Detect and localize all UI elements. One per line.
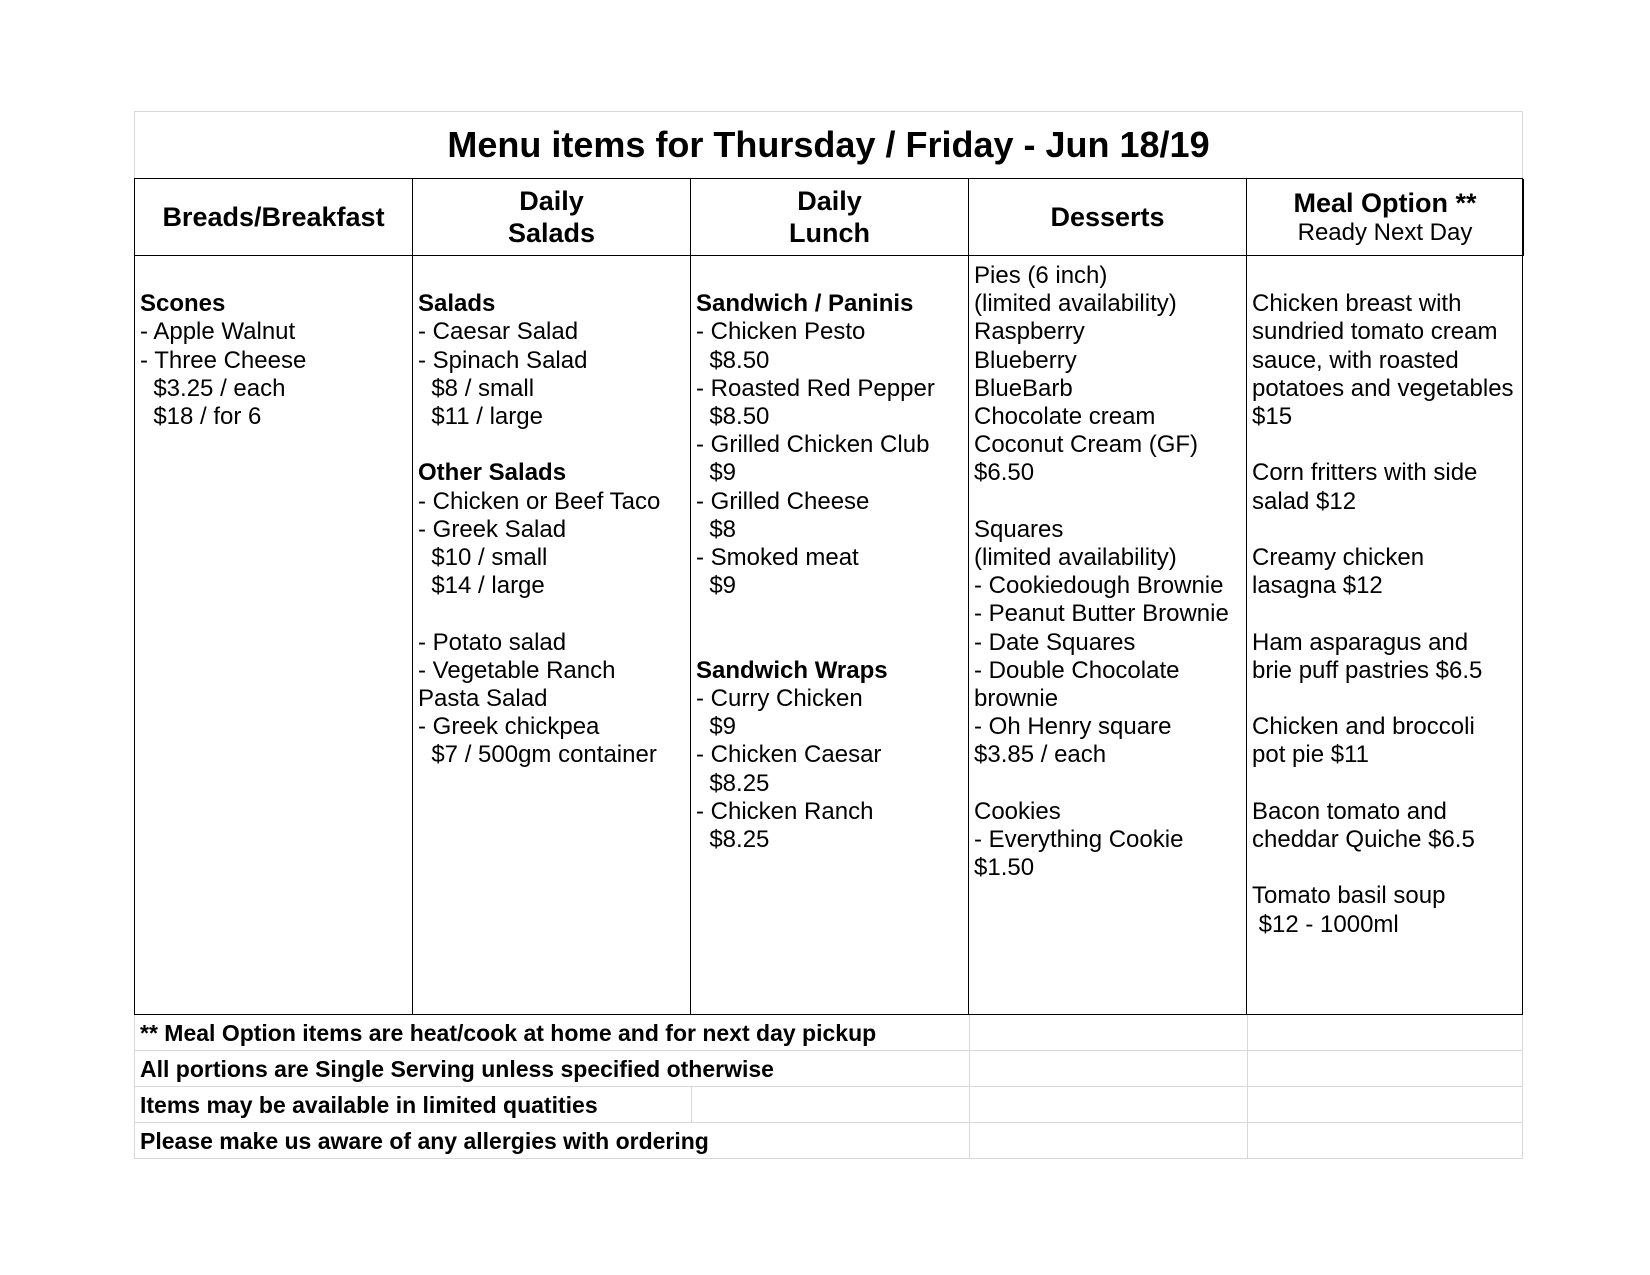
blank-line (1252, 685, 1519, 713)
menu-line: cheddar Quiche $6.5 (1252, 825, 1475, 853)
note-row (135, 1087, 1522, 1123)
menu-line: Tomato basil soup (1252, 882, 1446, 910)
menu-line: $8 (696, 515, 737, 543)
header-breads-label: Breads/Breakfast (162, 202, 385, 232)
menu-line: BlueBarb (974, 374, 1073, 402)
menu-line: Squares (974, 515, 1064, 543)
blank-line (1252, 854, 1519, 882)
menu-line: lasagna $12 (1252, 572, 1383, 600)
header-meal-line1: Meal Option ** (1293, 188, 1477, 218)
menu-line: - Grilled Cheese (696, 487, 870, 515)
header-lunch (691, 179, 969, 256)
blank-line (140, 262, 407, 290)
menu-table (134, 178, 1523, 1015)
menu-line: - Everything Cookie (974, 826, 1184, 854)
menu-line: Blueberry (974, 346, 1077, 374)
blank-line (1252, 431, 1519, 459)
menu-line: Pasta Salad (418, 685, 548, 712)
menu-line: $9 (696, 713, 737, 741)
menu-line: Raspberry (974, 318, 1085, 346)
empty-cell (691, 1087, 969, 1123)
menu-line: - Chicken Ranch (696, 797, 874, 825)
note-allergies: Please make us aware of any allergies with ordering (140, 1128, 709, 1154)
note-row (135, 1123, 1522, 1159)
menu-line: - Chicken Caesar (696, 741, 882, 769)
menu-line: $10 / small (418, 544, 548, 571)
empty-cell (1247, 1087, 1524, 1123)
menu-line: $14 / large (418, 572, 545, 600)
note-row (135, 1051, 1522, 1087)
menu-sheet (134, 111, 1523, 1159)
menu-line: - Greek Salad (418, 515, 567, 543)
menu-line: potatoes and vegetables (1252, 374, 1514, 402)
blank-line (974, 770, 1241, 798)
menu-line: $3.85 / each (974, 741, 1107, 769)
menu-line: $8.25 (696, 826, 770, 854)
menu-line: - Smoked meat (696, 544, 859, 572)
menu-line: Creamy chicken (1252, 543, 1425, 571)
menu-line: (limited availability) (974, 544, 1177, 572)
menu-line: - Spinach Salad (418, 346, 588, 374)
blank-line (1252, 262, 1519, 290)
menu-line: Coconut Cream (GF) (974, 431, 1199, 459)
note-portions: All portions are Single Serving unless specified otherwise (140, 1056, 774, 1082)
blank-line (696, 600, 963, 628)
header-salads-line2: Salads (507, 218, 596, 248)
menu-line: brownie (974, 685, 1059, 713)
menu-line: $18 / for 6 (140, 403, 262, 430)
menu-line: - Date Squares (974, 628, 1136, 656)
header-lunch-line2: Lunch (789, 218, 870, 248)
blank-line (418, 600, 685, 628)
empty-cell (1247, 1015, 1524, 1051)
menu-line: Corn fritters with side (1252, 459, 1478, 487)
header-desserts-label: Desserts (1050, 202, 1165, 232)
menu-line: $12 - 1000ml (1252, 910, 1399, 938)
section-heading: Other Salads (418, 459, 567, 487)
empty-cell (1247, 1123, 1524, 1159)
menu-line: Bacon tomato and (1252, 797, 1447, 825)
menu-line: $6.50 (974, 459, 1035, 487)
menu-line: $7 / 500gm container (418, 741, 657, 769)
empty-cell (969, 1087, 1247, 1123)
empty-cell (969, 1051, 1247, 1087)
note-row (135, 1015, 1522, 1051)
menu-line: - Potato salad (418, 628, 567, 656)
menu-line: - Cookiedough Brownie (974, 572, 1224, 600)
column-lunch (691, 256, 969, 1014)
menu-line: - Caesar Salad (418, 318, 579, 346)
menu-line: - Chicken or Beef Taco (418, 487, 661, 515)
empty-cell (969, 1015, 1247, 1051)
menu-line: - Chicken Pesto (696, 318, 866, 346)
menu-line: $9 (696, 572, 737, 600)
menu-line: $1.50 (974, 854, 1035, 882)
menu-title: Menu items for Thursday / Friday - Jun 18/19 (134, 111, 1523, 178)
menu-line: Chocolate cream (974, 403, 1156, 431)
menu-line: Pies (6 inch) (974, 262, 1108, 289)
menu-line: Cookies (974, 797, 1061, 825)
menu-line: Ham asparagus and (1252, 628, 1469, 656)
header-breads (135, 179, 413, 256)
header-salads-line1: Daily (519, 186, 584, 216)
blank-line (418, 431, 685, 459)
menu-line: $8.50 (696, 403, 770, 430)
menu-line: $11 / large (418, 403, 543, 430)
menu-line: - Greek chickpea (418, 713, 600, 741)
section-heading: Sandwich Wraps (696, 656, 888, 684)
menu-line: $9 (696, 459, 737, 487)
menu-line: - Curry Chicken (696, 685, 863, 712)
menu-line: - Grilled Chicken Club (696, 431, 930, 459)
notes-section (134, 1015, 1523, 1159)
blank-line (974, 488, 1241, 516)
menu-line: brie puff pastries $6.5 (1252, 656, 1483, 684)
column-breads (135, 256, 413, 1014)
menu-line: - Three Cheese (140, 346, 307, 374)
menu-line: $8 / small (418, 374, 535, 402)
blank-line (1252, 770, 1519, 798)
blank-line (1252, 600, 1519, 628)
menu-line: $8.50 (696, 346, 770, 374)
blank-line (696, 629, 963, 657)
section-heading: Scones (140, 290, 226, 318)
menu-line: - Apple Walnut (140, 318, 296, 346)
note-meal-option: ** Meal Option items are heat/cook at home and for next day pickup (140, 1020, 877, 1046)
blank-line (418, 262, 685, 290)
menu-line: pot pie $11 (1252, 741, 1369, 769)
blank-line (696, 262, 963, 290)
header-meal-line2: Ready Next Day (1297, 219, 1473, 246)
section-heading: Sandwich / Paninis (696, 290, 914, 318)
header-salads (413, 179, 691, 256)
menu-line: (limited availability) (974, 290, 1177, 318)
menu-line: salad $12 (1252, 487, 1357, 515)
menu-line: sundried tomato cream (1252, 318, 1498, 346)
menu-line: sauce, with roasted (1252, 346, 1459, 374)
header-desserts (969, 179, 1247, 256)
menu-line: Chicken and broccoli (1252, 713, 1475, 741)
menu-line: $8.25 (696, 769, 770, 797)
menu-line: - Peanut Butter Brownie (974, 600, 1229, 628)
menu-line: $15 (1252, 403, 1293, 430)
section-heading: Salads (418, 290, 496, 318)
empty-cell (969, 1123, 1247, 1159)
blank-line (1252, 516, 1519, 544)
header-lunch-line1: Daily (797, 186, 862, 216)
note-availability: Items may be available in limited quatities (140, 1092, 598, 1118)
column-meal-option (1247, 256, 1524, 1014)
menu-line: Chicken breast with (1252, 290, 1462, 318)
menu-line: $3.25 / each (140, 374, 286, 402)
menu-line: - Vegetable Ranch (418, 656, 616, 684)
column-desserts (969, 256, 1247, 1014)
menu-line: - Oh Henry square (974, 713, 1172, 741)
menu-line: - Double Chocolate (974, 656, 1180, 684)
menu-line: - Roasted Red Pepper (696, 374, 935, 402)
empty-cell (1247, 1051, 1524, 1087)
header-meal-option (1247, 179, 1524, 256)
column-salads (413, 256, 691, 1014)
